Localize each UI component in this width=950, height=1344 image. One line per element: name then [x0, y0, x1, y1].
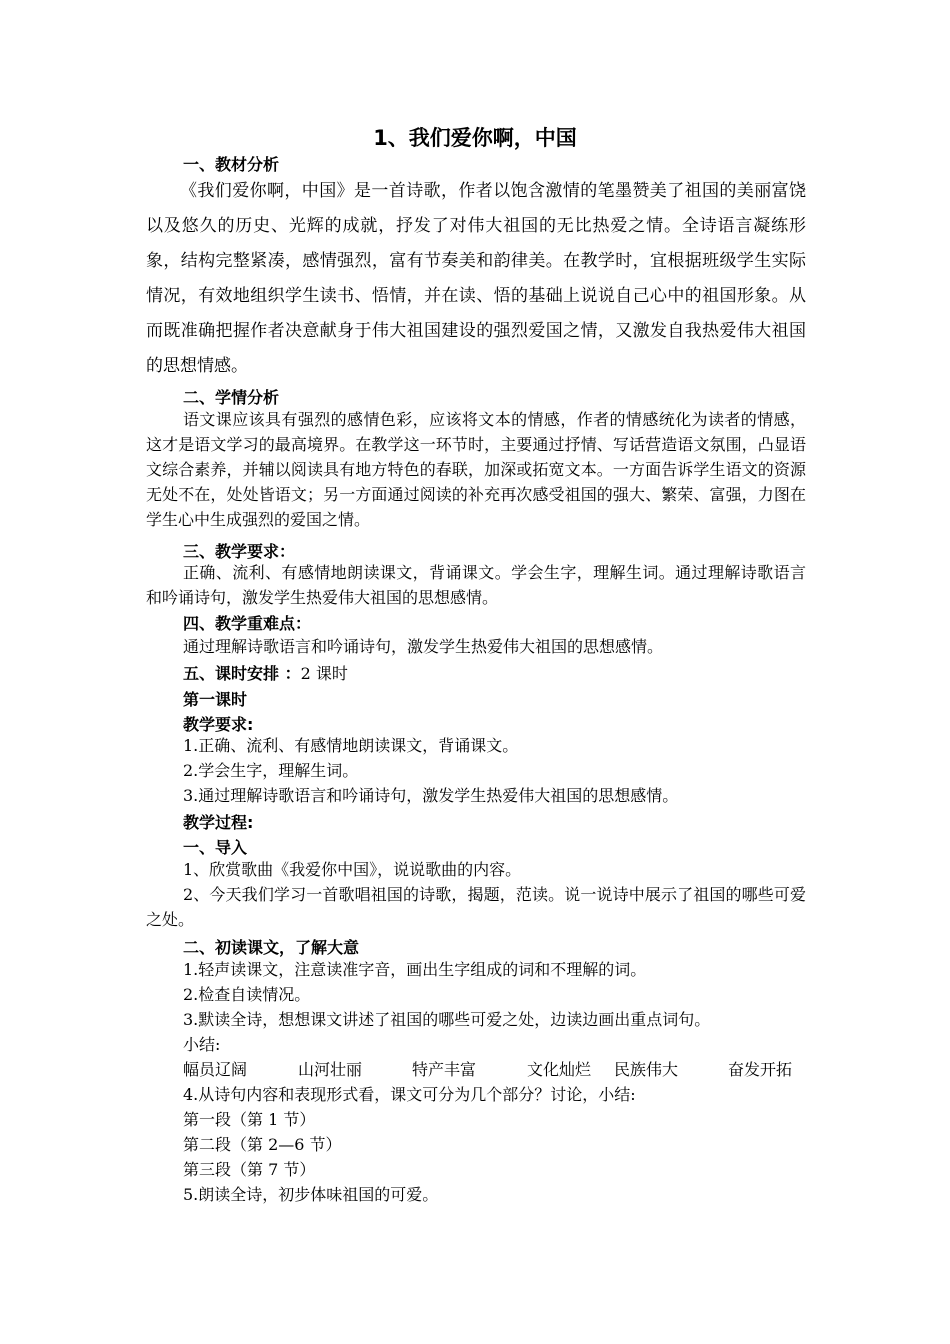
section-division-item: 第三段（第 7 节）: [183, 1160, 316, 1179]
page-title: 1、我们爱你啊，中国: [373, 126, 577, 150]
reading-step: 4.从诗句内容和表现形式看，课文可分为几个部分？讨论，小结:: [183, 1085, 636, 1104]
key-points-text: 通过理解诗歌语言和吟诵诗句，激发学生热爱伟大祖国的思想感情。: [183, 637, 664, 656]
lesson-requirement-item: 2.学会生字，理解生词。: [183, 761, 359, 780]
material-analysis-paragraph: 《我们爱你啊，中国》是一首诗歌，作者以饱含激情的笔墨赞美了祖国的美丽富饶以及悠久的历史、光辉的成就，抒发了对伟大祖国的无比热爱之情。全诗语言凝练形象，结构完整紧凑，感情强烈，富有节奏美和韵律美。在教学时，宜根据班级学生实际情况，有效地组织学生读书、悟情，并在读、悟的基础上说说自己心中的祖国形象。从而既准确把握作者决意献身于伟大祖国建设的强烈爱国之情，又激发自我热爱伟大祖国的思想情感。: [146, 181, 806, 376]
first-reading-heading: 二、初读课文，了解大意: [183, 938, 360, 957]
summary-label: 小结:: [183, 1035, 221, 1054]
student-analysis-paragraph: 语文课应该具有强烈的感情色彩，应该将文本的情感，作者的情感统化为读者的情感，这才是语文学习的最高境界。在教学这一环节时，主要通过抒情、写话营造语文氛围，凸显语文综合素养，并辅以阅读具有地方特色的春联，加深或拓宽文本。一方面告诉学生语文的资源无处不在，处处皆语文；另一方面通过阅读的补充再次感受祖国的强大、繁荣、富强，力图在学生心中生成强烈的爱国之情。: [146, 410, 806, 529]
summary-item: 奋发开拓: [728, 1060, 793, 1079]
section-division-item: 第二段（第 2—6 节）: [183, 1135, 342, 1154]
intro-heading: 一、导入: [183, 838, 248, 857]
schedule-label: 五、课时安排 ：: [183, 664, 301, 683]
reading-step: 3.默读全诗，想想课文讲述了祖国的哪些可爱之处，边读边画出重点词句。: [183, 1010, 711, 1029]
section-heading-key-points: 四、教学重难点：: [183, 614, 312, 633]
reading-step: 2.检查自读情况。: [183, 985, 311, 1004]
schedule-hours: 2 课时: [300, 664, 348, 683]
summary-item: 民族伟大: [614, 1060, 679, 1079]
section-division-item: 第一段（第 1 节）: [183, 1110, 316, 1129]
teaching-process-heading: 教学过程:: [183, 813, 254, 832]
section-heading-schedule: [183, 661, 348, 684]
section-heading-material-analysis: 一、教材分析: [183, 155, 280, 174]
reading-step: 5.朗读全诗，初步体味祖国的可爱。: [183, 1185, 439, 1204]
lesson-requirement-item: 3.通过理解诗歌语言和吟诵诗句，激发学生热爱伟大祖国的思想感情。: [183, 786, 679, 805]
summary-item: 特产丰富: [412, 1060, 477, 1079]
summary-item: 文化灿烂: [527, 1060, 592, 1079]
section-heading-student-analysis: 二、学情分析: [183, 388, 280, 407]
intro-item: 1、欣赏歌曲《我爱你中国》，说说歌曲的内容。: [183, 860, 522, 879]
lesson-one-heading: 第一课时: [183, 690, 248, 709]
summary-item: 幅员辽阔: [183, 1060, 248, 1079]
lesson-requirement-item: 1.正确、流利、有感情地朗读课文，背诵课文。: [183, 736, 519, 755]
reading-step: 1.轻声读课文，注意读准字音，画出生字组成的词和不理解的词。: [183, 960, 647, 979]
lesson-requirements-heading: 教学要求:: [183, 715, 254, 734]
section-heading-teaching-requirements: 三、教学要求：: [183, 542, 296, 561]
teaching-requirements-paragraph: 正确、流利、有感情地朗读课文，背诵课文。学会生字，理解生词。通过理解诗歌语言和吟诵诗句，激发学生热爱伟大祖国的思想感情。: [146, 563, 806, 607]
summary-item: 山河壮丽: [298, 1060, 363, 1079]
intro-item: 2、今天我们学习一首歌唱祖国的诗歌，揭题，范读。说一说诗中展示了祖国的哪些可爱之处。: [146, 885, 806, 929]
